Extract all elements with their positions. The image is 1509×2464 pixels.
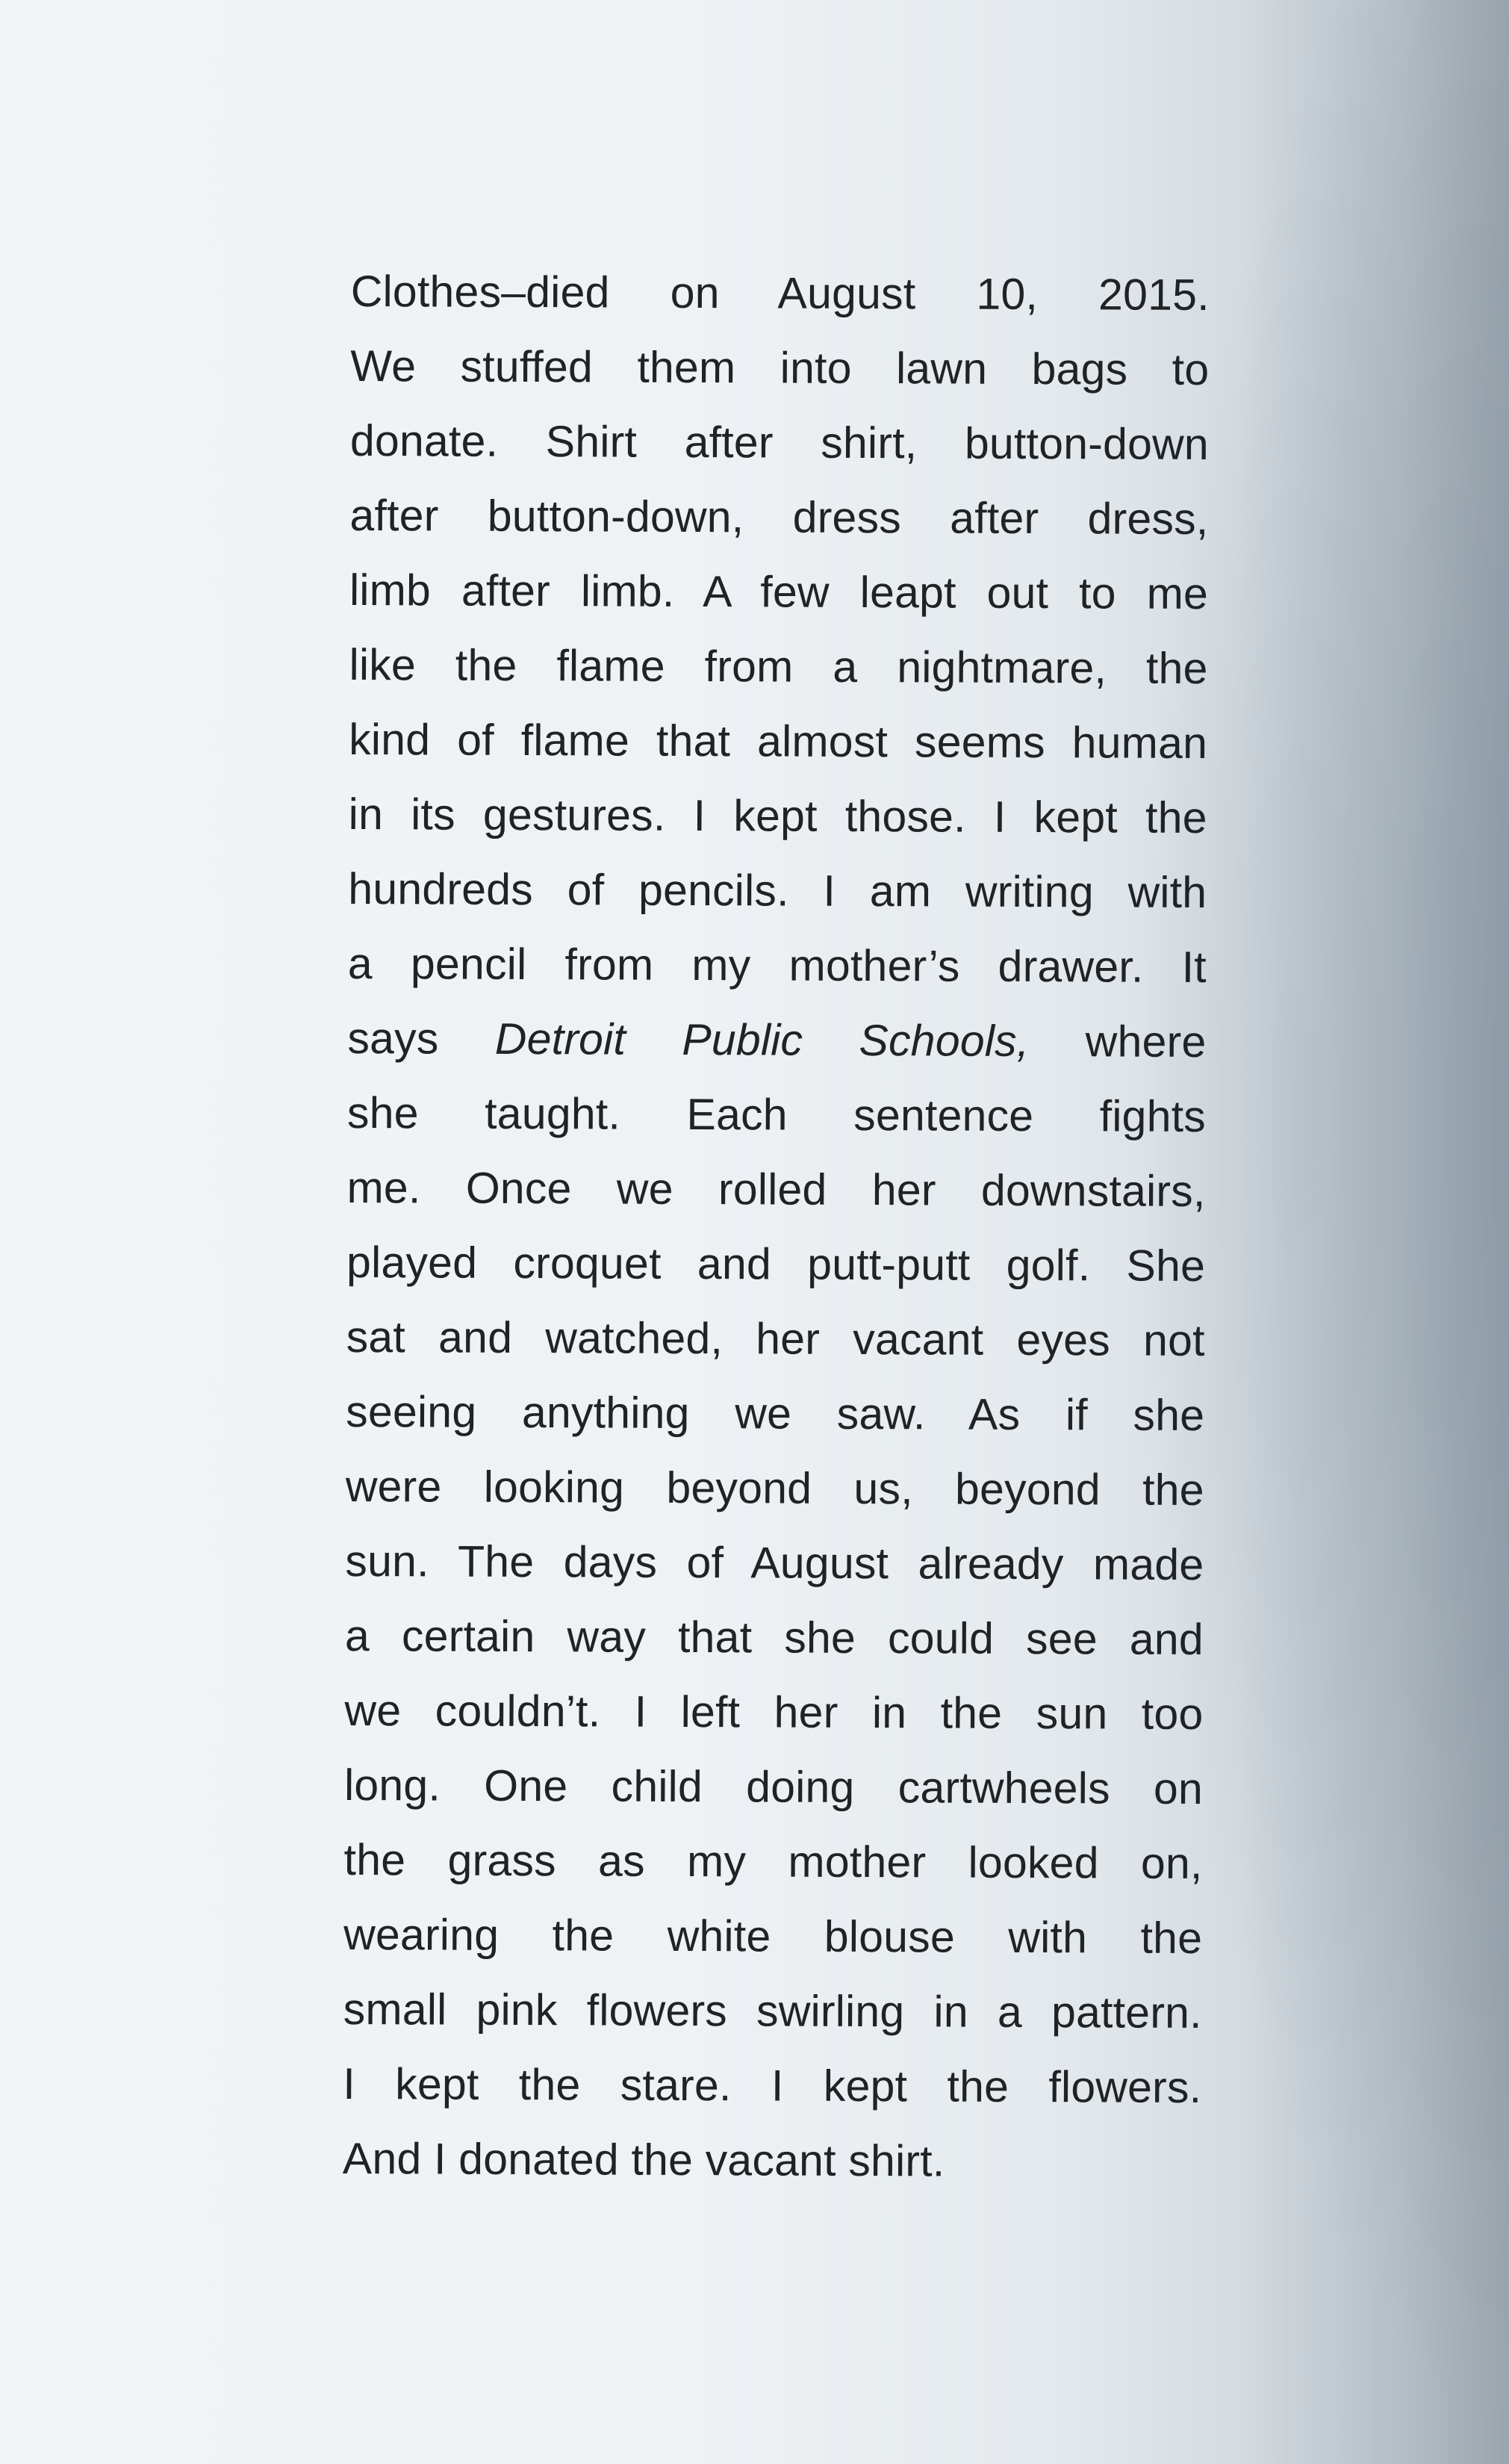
text-line: sat and watched, her vacant eyes not [346,1312,1205,1366]
text-line: seeing anything we saw. As if she [346,1386,1205,1441]
text-line: after button-down, dress after dress, [349,490,1209,544]
text-line: she taught. Each sentence fights [346,1087,1207,1142]
text-line: Clothes–died on August 10, 2015. [350,266,1210,320]
text-line: We stuffed them into lawn bags to [350,341,1210,395]
text-line: played croquet and putt-putt golf. She [346,1237,1206,1291]
text-line-final: And I donated the vacant shirt. [342,2133,945,2186]
text-line: we couldn’t. I left her in the sun too [344,1685,1204,1739]
text-line: a pencil from my mother’s drawer. It [347,938,1207,993]
text-line: were looking beyond us, beyond the [345,1461,1204,1515]
prose-paragraph [343,254,1210,2200]
page-curl-shadow [1240,0,1509,2464]
text-line: donate. Shirt after shirt, button-down [349,415,1210,470]
text-line: in its gestures. I kept those. I kept the [348,789,1207,843]
text-line: I kept the stare. I kept the flowers. [343,2058,1202,2112]
text-line: kind of flame that almost seems human [349,714,1208,769]
text-line: limb after limb. A few leapt out to me [349,565,1209,619]
italic-school-name: Detroit Public Schools, [494,1014,1030,1066]
text-segment: says [347,1013,439,1064]
text-line: a certain way that she could see and [344,1610,1204,1664]
text-line: sun. The days of August already made [345,1536,1204,1590]
text-line: small pink flowers swirling in a pattern. [343,1984,1202,2038]
text-line: wearing the white blouse with the [343,1909,1203,1963]
text-line: like the flame from a nightmare, the [349,639,1208,694]
text-line: hundreds of pencils. I am writing with [348,863,1207,918]
text-line: long. One child doing cartwheels on [343,1760,1204,1813]
text-line-with-italic [347,1001,1206,1079]
text-segment: where [1085,1017,1207,1067]
text-line: the grass as my mother looked on, [343,1834,1203,1888]
text-line: me. Once we rolled her downstairs, [346,1162,1206,1217]
